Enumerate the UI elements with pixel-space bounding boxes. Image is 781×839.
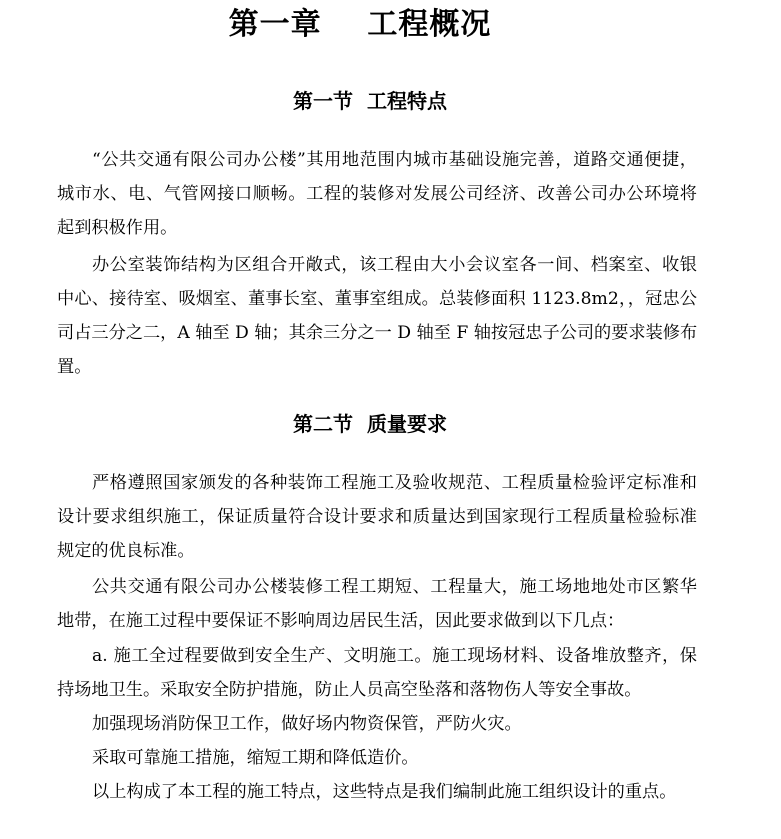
paragraph-line: 采取可靠施工措施，缩短工期和降低造价。 (92, 748, 419, 768)
paragraph-line: a. 施工全过程要做到安全生产、文明施工。施工现场材料、设备堆放整齐，保 (92, 646, 697, 666)
paragraph-line: 规定的优良标准。 (57, 541, 195, 561)
paragraph-office-structure (57, 248, 697, 384)
paragraph-line: “公共交通有限公司办公楼”其用地范围内城市基础设施完善，道路交通便捷， (92, 150, 697, 170)
paragraph-line: 公共交通有限公司办公楼装修工程工期短、工程量大，施工场地地处市区繁华 (92, 577, 697, 597)
section-title-quality-requirements: 第二节 质量要求 (293, 412, 447, 436)
paragraph-line: 设计要求组织施工，保证质量符合设计要求和质量达到国家现行工程质量检验标准 (57, 507, 697, 527)
paragraph-line: 办公室装饰结构为区组合开敞式，该工程由大小会议室各一间、档案室、收银 (92, 255, 697, 275)
paragraph-site-conditions (57, 570, 697, 638)
paragraph-line: 地带，在施工过程中要保证不影响周边居民生活，因此要求做到以下几点： (57, 611, 625, 631)
paragraph-schedule-cost (57, 741, 697, 775)
paragraph-line: 起到积极作用。 (57, 218, 178, 238)
paragraph-project-location (57, 143, 697, 245)
chapter-title: 第一章 工程概况 (228, 7, 492, 42)
paragraph-line: 加强现场消防保卫工作，做好场内物资保管，严防火灾。 (92, 714, 522, 734)
paragraph-line: 置。 (57, 357, 92, 377)
paragraph-line: 持场地卫生。采取安全防护措施，防止人员高空坠落和落物伤人等安全事故。 (57, 680, 642, 700)
paragraph-line: 城市水、电、气管网接口顺畅。工程的装修对发展公司经济、改善公司办公环境将 (57, 184, 697, 204)
paragraph-line: 严格遵照国家颁发的各种装饰工程施工及验收规范、工程质量检验评定标准和 (92, 473, 697, 493)
paragraph-line: 司占三分之二，A 轴至 D 轴；其余三分之一 D 轴至 F 轴按冠忠子公司的要求装修布 (57, 323, 698, 343)
paragraph-summary (57, 775, 697, 809)
section-title-engineering-features: 第一节 工程特点 (293, 89, 447, 113)
paragraph-safety (57, 639, 697, 707)
paragraph-standards (57, 466, 697, 568)
paragraph-line: 中心、接待室、吸烟室、董事长室、董事室组成。总装修面积 1123.8m2，，冠忠公 (57, 289, 697, 309)
paragraph-line: 以上构成了本工程的施工特点，这些特点是我们编制此施工组织设计的重点。 (92, 782, 677, 802)
paragraph-fire-prevention (57, 707, 697, 741)
